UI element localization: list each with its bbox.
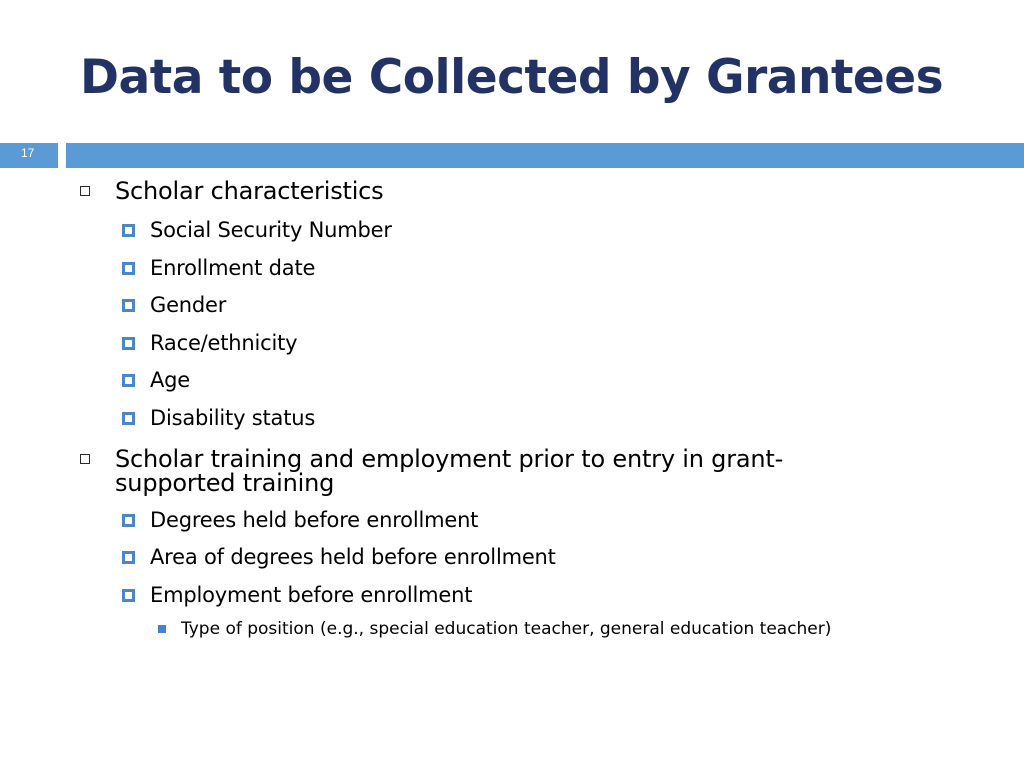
filled-square-bullet-icon	[158, 625, 166, 633]
framed-square-bullet-icon	[122, 374, 135, 387]
bullet-level2	[122, 294, 226, 316]
bullet-level1	[80, 447, 875, 495]
bullet-level2	[122, 369, 190, 391]
framed-square-bullet-icon	[122, 299, 135, 312]
bullet-level2	[122, 584, 472, 606]
framed-square-bullet-icon	[122, 514, 135, 527]
bullet-text: Social Security Number	[150, 218, 392, 242]
bullet-level2	[122, 509, 478, 531]
bullet-level1	[80, 179, 875, 203]
bullet-text: Type of position (e.g., special education teacher, general education teacher)	[181, 619, 832, 639]
framed-square-bullet-icon	[122, 589, 135, 602]
bullet-text: Scholar training and employment prior to entry in grant-supported training	[115, 445, 784, 497]
hollow-square-bullet-icon	[80, 454, 90, 464]
hollow-square-bullet-icon	[80, 186, 90, 196]
bullet-text: Disability status	[150, 406, 316, 430]
bullet-text: Area of degrees held before enrollment	[150, 545, 556, 569]
bullet-level2	[122, 546, 556, 568]
bullet-text: Enrollment date	[150, 256, 316, 280]
framed-square-bullet-icon	[122, 337, 135, 350]
bullet-level2	[122, 219, 392, 241]
bullet-level2	[122, 407, 315, 429]
bullet-text: Race/ethnicity	[150, 331, 298, 355]
framed-square-bullet-icon	[122, 412, 135, 425]
bullet-level2	[122, 257, 315, 279]
bullet-level3	[158, 619, 831, 639]
slide-number: 17	[0, 143, 58, 168]
bullet-text: Employment before enrollment	[150, 583, 473, 607]
bullet-text: Scholar characteristics	[115, 177, 384, 205]
bullet-text: Age	[150, 368, 191, 392]
bullet-text: Degrees held before enrollment	[150, 508, 479, 532]
bullet-text: Gender	[150, 293, 227, 317]
framed-square-bullet-icon	[122, 551, 135, 564]
framed-square-bullet-icon	[122, 224, 135, 237]
bullet-level2	[122, 332, 297, 354]
framed-square-bullet-icon	[122, 262, 135, 275]
slide-title: Data to be Collected by Grantees	[80, 50, 944, 105]
